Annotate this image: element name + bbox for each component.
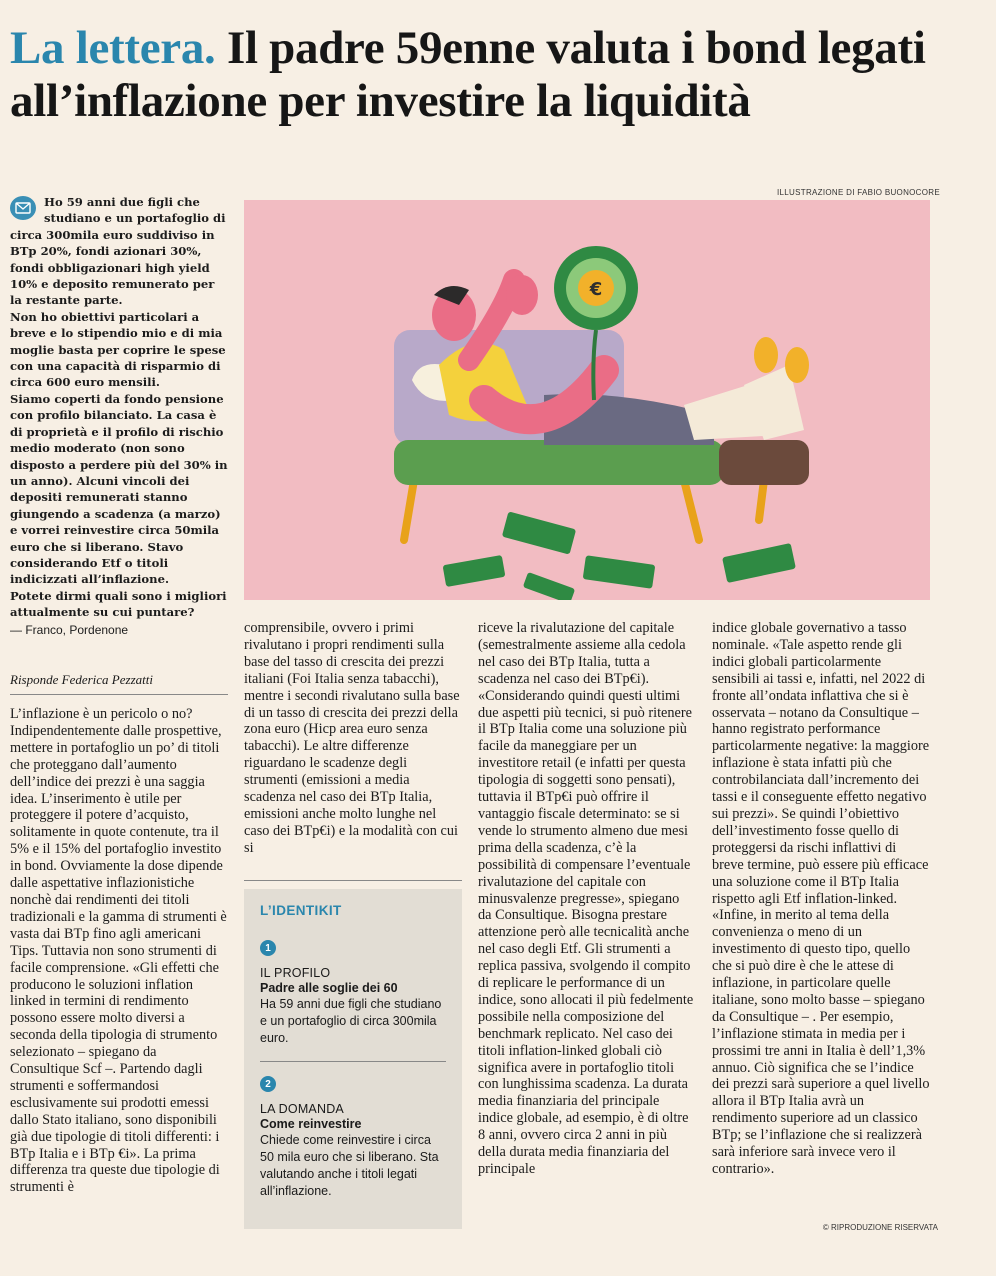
money-flower-icon [554, 246, 638, 330]
letter-paragraph: Potete dirmi quali sono i migliori attualmente su cui puntare? [10, 588, 227, 620]
identikit-subtitle: Come reinvestire [260, 1117, 362, 1131]
article-column-2 [244, 620, 462, 857]
letter-paragraph: Non ho obiettivi particolari a breve e lo stipendio mio e di mia moglie basta per coprire le spese con una capacità di risparmio di circa 600 euro mensili. [10, 309, 226, 390]
identikit-divider [260, 1061, 446, 1062]
identikit-subtitle: Padre alle soglie dei 60 [260, 981, 398, 995]
identikit-label: IL PROFILO [260, 966, 331, 980]
identikit-text: Ha 59 anni due figli che studiano e un portafoglio di circa 300mila euro. [260, 997, 442, 1045]
headline-kicker: La lettera. [10, 22, 216, 74]
article-column-4 [712, 620, 930, 1178]
number-badge-2: 2 [260, 1076, 276, 1092]
identikit-text: Chiede come reinvestire i circa 50 mila euro che si liberano. Sta valutando anche i titoli legati all’inflazione. [260, 1133, 439, 1198]
identikit-title: L’IDENTIKIT [260, 903, 342, 918]
article-text: L’inflazione è un pericolo o no? Indipendentemente dalle prospettive, mettere in portafoglio un po’ di titoli che proteggano dall’aumento dell’indice dei prezzi è una saggia idea. L’inserimento è utile per proteggere il potere d’acquisto, solitamente in quote contenute, tra il 5% e il 15% del portafoglio investito in bond. Ovviamente la dose dipende dalle aspettative inflazionistiche nonchè dai rendimenti dei titoli tradizionali e la gamma di strumenti è vasta dai BTp fino agli americani Tips. Tuttavia non sono strumenti di facile comprensione. «Gli effetti che producono le soluzioni inflation linked in termini di rendimento possono essere molto diversi a seconda della tipologia di strumento selezionato – spiegano da Consultique Scf –. Partendo dagli strumenti e soffermandosi esclusivamente sui prodotti emessi dallo Stato italiano, sono disponibili già due tipologie di titoli differenti: i BTp Italia e i BTp €i». La prima differenza tra queste due tipologie di strumenti è [10, 706, 227, 1196]
article-text: indice globale governativo a tasso nominale. «Tale aspetto rende gli indici globali particolarmente sensibili ai tassi e, infatti, nel 2022 di fronte all’ondata inflattiva che si è osservata – notano da Consultique – hanno registrato performance particolarmente negative: la maggiore inflazione è stata infatti più che controbilanciata dall’incremento dei tassi e il conseguente effetto negativo sui prezzi». Se quindi l’obiettivo dell’investimento fosse quello di proteggersi da rischi inflattivi di breve termine, può essere più efficace una soluzione come il BTp Italia rispetto agli Etf inflation-linked. «Infine, in merito al tema della convenienza o meno di un investimento di questo tipo, quello che si può dire è che le attese di inflazione, in particolare quelle italiane, sono molto basse – spiegano da Consultique – . Per esempio, l’inflazione stimata in media per i prossimi tre anni in Italia è dell’1,3% annuo. Ciò significa che se l’indice dei prezzi sarà superiore a quel livello allora il BTp Italia avrà un rendimento superiore ad un classico BTp; se l’inflazione che si realizzerà sarà inferiore sarà invece vero il contrario». [712, 620, 930, 1177]
reader-letter [10, 194, 228, 638]
identikit-box [244, 889, 462, 1229]
responds-byline: Risponde Federica Pezzatti [10, 672, 228, 695]
svg-text:€: € [589, 279, 603, 300]
illustration [244, 200, 930, 600]
letter-paragraph: Ho 59 anni due figli che studiano e un portafoglio di circa 300mila euro suddiviso in BTp 20%, fondi azionari 30%, fondi obbligazionari high yield 10% e deposito remunerato per la restante parte. [10, 195, 226, 308]
headline-title: Il padre 59enne valuta i bond legati all’inflazione per investire la liquidità [10, 22, 926, 127]
article-column-3 [478, 620, 696, 1178]
identikit-label: LA DOMANDA [260, 1102, 344, 1116]
illustration-credit: ILLUSTRAZIONE DI FABIO BUONOCORE [777, 188, 940, 197]
number-badge-1: 1 [260, 940, 276, 956]
envelope-icon [10, 196, 36, 220]
article-text: comprensibile, ovvero i primi rivalutano i propri rendimenti sulla base del tasso di crescita dei prezzi italiani (Foi Italia senza tabacchi), mentre i secondi rivalutano sulla base di un tasso di crescita dei prezzi della zona euro (Hicp area euro senza tabacchi). Le altre differenze riguardano le scadenze degli strumenti (emissioni a media scadenza nel caso dei BTp Italia, emissioni anche molto lunghe nel caso dei BTp€i) e la modalità con cui si [244, 620, 460, 856]
column-divider [244, 880, 462, 881]
article-text: riceve la rivalutazione del capitale (semestralmente assieme alla cedola nel caso dei BTp Italia, tutta a scadenza nel caso dei BTp€i). «Considerando quindi questi ultimi due aspetti più tecnici, si può ritenere il BTp Italia come una soluzione più facile da maneggiare per un investitore retail (e infatti per questa tipologia di soggetti sono pensati), tuttavia il BTp€i può offrire il vantaggio fiscale determinato: se si vende lo strumento almeno due mesi prima della scadenza, c’è la possibilità di compensare l’eventuale rivalutazione del capitale con minusvalenze pregresse», spiegano da Consultique. Bisogna prestare attenzione però alle tecnicalità anche nel caso degli Etf. Gli strumenti a replica passiva, svolgendo il compito di replicare le performance di un indice, sono allocati il più fedelmente possibile nella composizione del benchmark replicato. Nel caso dei titoli inflation-linked globali ciò significa avere in portafoglio titoli con lunghissima scadenza. La durata media finanziaria del principale indice globale, ad esempio, è di oltre 8 anni, ovvero circa 2 anni in più della durata media finanziaria del principale [478, 620, 694, 1177]
headline [10, 22, 970, 128]
copyright-notice: © RIPRODUZIONE RISERVATA [822, 1223, 938, 1232]
letter-paragraph: Siamo coperti da fondo pensione con profilo bilanciato. La casa è di proprietà e il profilo di rischio medio moderato (non sono disposto a perdere più del 30% in un anno). Alcuni vincoli dei depositi remunerati stanno giungendo a scadenza (a marzo) e vorrei reinvestire circa 50mila euro che si liberano. Stavo considerando Etf o titoli indicizzati all’inflazione. [10, 391, 228, 587]
article-column-1 [10, 706, 228, 1196]
illustration-art [244, 200, 930, 600]
letter-signature: — Franco, Pordenone [10, 622, 129, 637]
